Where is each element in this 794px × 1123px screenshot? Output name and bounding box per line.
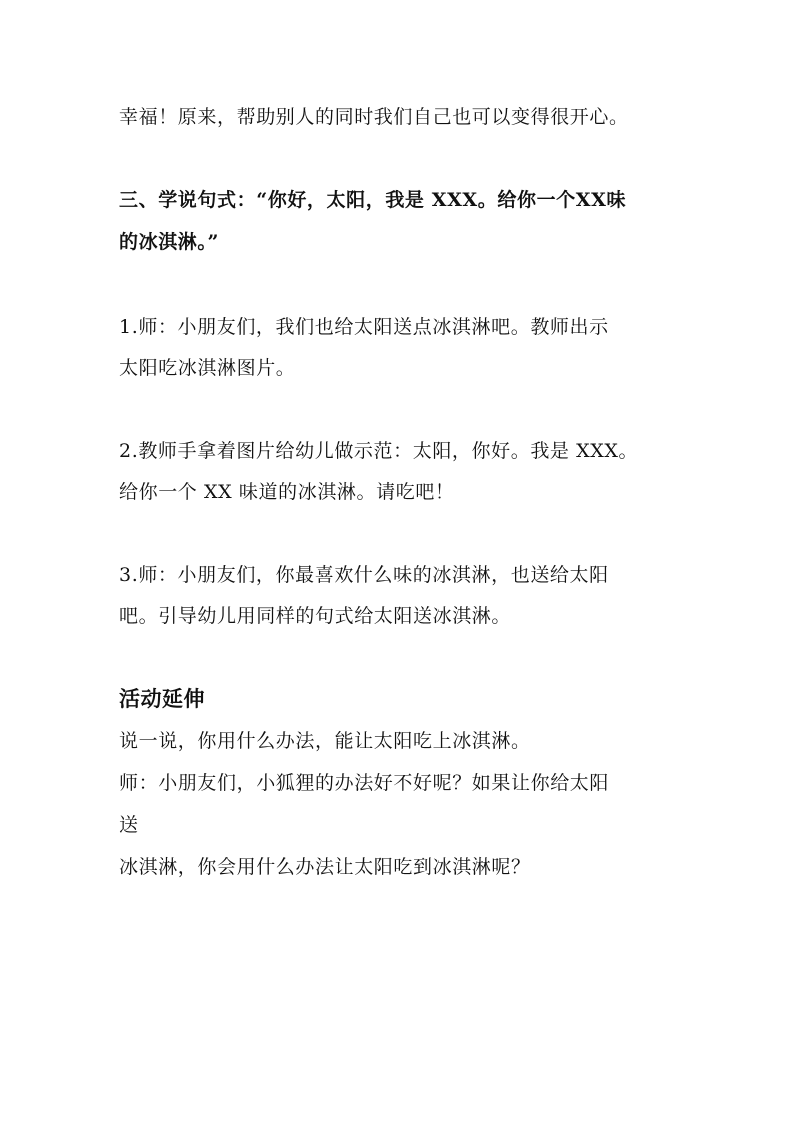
step-3-line-2: 吧。引导幼儿用同样的句式给太阳送冰淇淋。 xyxy=(119,605,512,627)
step-2-line-1: 2.教师手拿着图片给幼儿做示范：太阳，你好。我是 XXX。 xyxy=(119,440,639,462)
paragraph-intro-line-1: 幸福！原来，帮助别人的同时我们自己也可以变得很开心。 xyxy=(119,106,629,128)
step-2-line-2: 给你一个 XX 味道的冰淇淋。请吃吧！ xyxy=(119,481,455,503)
step-1-line-1: 1.师：小朋友们，我们也给太阳送点冰淇淋吧。教师出示 xyxy=(119,316,609,338)
section-3-title-line-2: 的冰淇淋。” xyxy=(119,231,220,253)
extension-line-1: 说一说，你用什么办法，能让太阳吃上冰淇淋。 xyxy=(119,730,531,752)
step-3-line-1: 3.师：小朋友们，你最喜欢什么味的冰淇淋，也送给太阳 xyxy=(119,564,609,586)
activity-extension-heading: 活动延伸 xyxy=(119,687,205,711)
extension-line-4: 冰淇淋，你会用什么办法让太阳吃到冰淇淋呢？ xyxy=(119,856,531,878)
section-3-title-line-1: 三、学说句式：“你好，太阳，我是 XXX。给你一个XX味 xyxy=(119,189,627,211)
step-1-line-2: 太阳吃冰淇淋图片。 xyxy=(119,357,296,379)
extension-line-3: 送 xyxy=(119,814,139,836)
extension-line-2: 师：小朋友们，小狐狸的办法好不好呢？如果让你给太阳 xyxy=(119,772,610,794)
